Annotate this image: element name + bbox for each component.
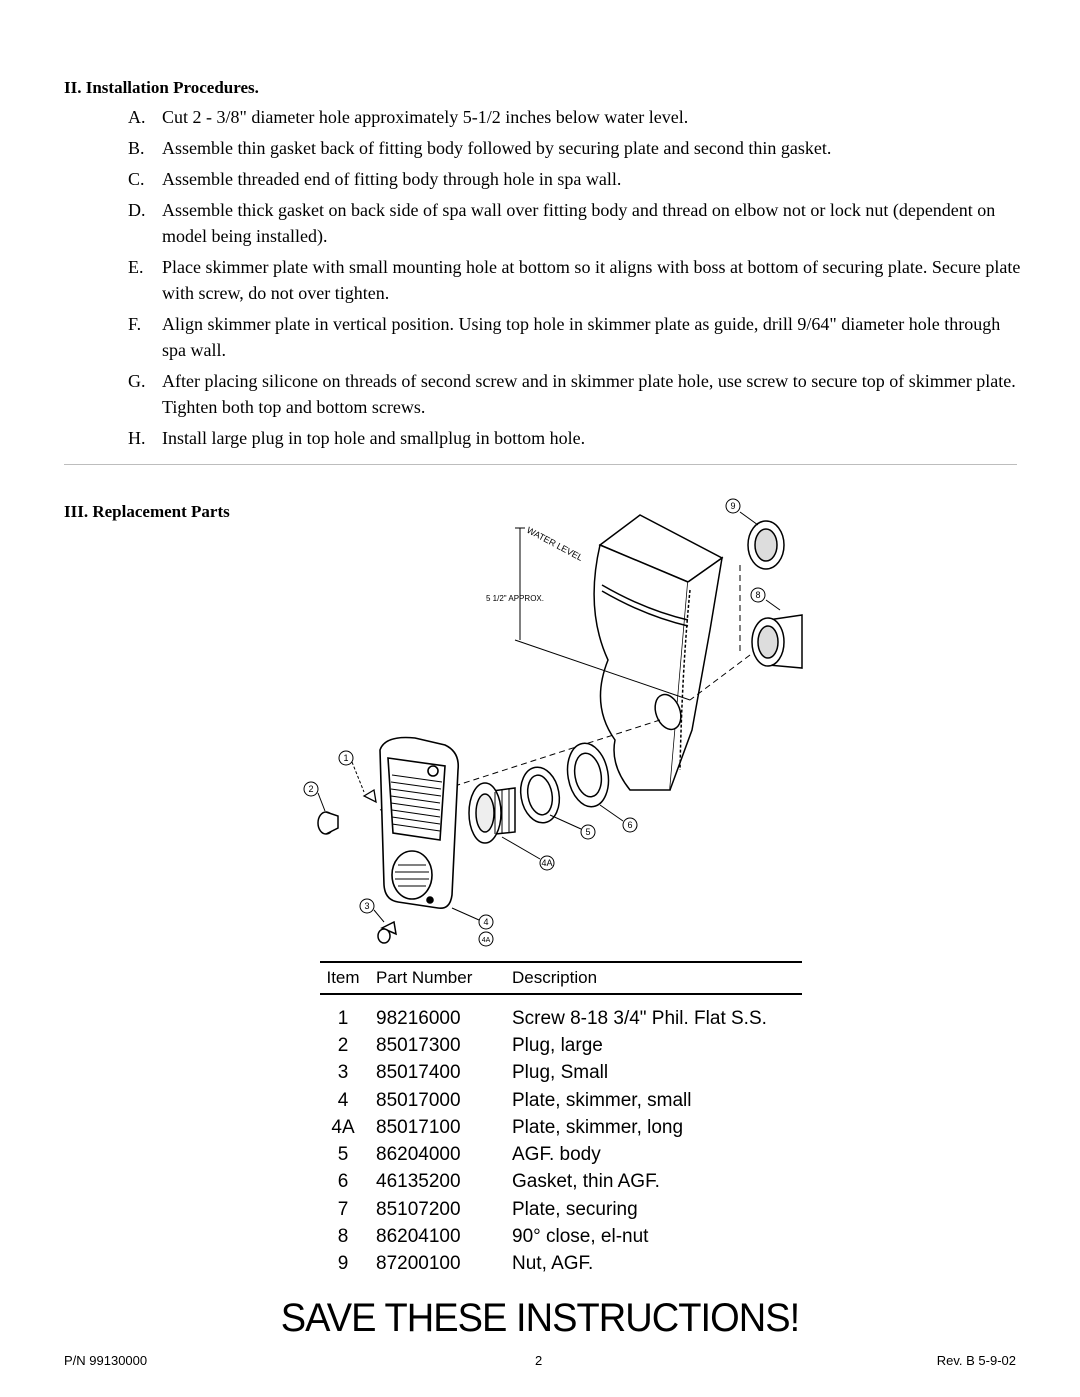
row-description: AGF. body (512, 1144, 601, 1166)
step-c (128, 166, 1028, 192)
row-item: 9 (337, 1253, 349, 1275)
parts-table (320, 961, 802, 1278)
step-letter: D. (128, 200, 146, 220)
row-part-number: 46135200 (376, 1171, 461, 1193)
step-text: Align skimmer plate in vertical position. Using top hole in skimmer plate as guide, drill 9/64" diameter hole through spa wall. (162, 314, 1001, 360)
svg-text:5: 5 (585, 827, 591, 837)
row-item: 4A (331, 1116, 355, 1138)
callout-3 (360, 899, 374, 913)
step-text: Assemble threaded end of fitting body through hole in spa wall. (162, 169, 622, 189)
row-item: 5 (337, 1144, 349, 1166)
step-text: Install large plug in top hole and smallplug in bottom hole. (162, 428, 586, 448)
svg-text:4A: 4A (541, 858, 553, 868)
approx-dimension-label: 5 1/2" APPROX. (486, 594, 544, 603)
step-text: After placing silicone on threads of second screw and in skimmer plate hole, use screw to secure top of skimmer plate. Tighten both top and bottom screws. (162, 371, 1016, 417)
row-item: 3 (337, 1062, 349, 1084)
callout-8 (751, 588, 765, 602)
row-item: 7 (337, 1198, 349, 1220)
row-part-number: 85107200 (376, 1198, 461, 1220)
callout-4a (479, 932, 493, 946)
step-g (128, 368, 1028, 420)
step-a (128, 104, 1028, 130)
step-text: Assemble thin gasket back of fitting body followed by securing plate and second thin gasket. (162, 138, 832, 158)
table-row (320, 1251, 802, 1278)
large-plug (318, 812, 338, 834)
row-item: 2 (337, 1034, 349, 1056)
save-instructions-banner: SAVE THESE INSTRUCTIONS! (280, 1296, 800, 1340)
footer-page-number: 2 (535, 1353, 543, 1368)
header-description: Description (512, 968, 598, 987)
callout-9 (726, 499, 740, 513)
row-part-number: 98216000 (376, 1007, 461, 1029)
step-text: Place skimmer plate with small mounting hole at bottom so it aligns with boss at bottom of securing plate. Secure plate with screw, do not over tighten. (162, 257, 1021, 303)
row-part-number: 86204000 (376, 1144, 461, 1166)
table-row (320, 1060, 802, 1087)
step-letter: E. (128, 257, 144, 277)
svg-text:8: 8 (755, 590, 761, 600)
svg-text:4A: 4A (481, 937, 491, 944)
securing-plate (563, 740, 614, 810)
step-letter: C. (128, 169, 145, 189)
step-letter: A. (128, 107, 146, 127)
skimmer-plate (380, 738, 458, 909)
svg-text:3: 3 (364, 901, 370, 911)
replacement-heading: III. Replacement Parts (64, 502, 230, 521)
row-part-number: 87200100 (376, 1253, 461, 1275)
table-row (320, 1223, 802, 1250)
spa-wall (594, 515, 722, 790)
section-divider (64, 464, 1017, 465)
row-description: Screw 8-18 3/4" Phil. Flat S.S. (512, 1007, 767, 1029)
row-description: Plate, securing (512, 1198, 638, 1220)
row-description: 90° close, el-nut (512, 1226, 649, 1248)
step-d (128, 197, 1028, 249)
small-plug (378, 922, 396, 943)
row-description: Plate, skimmer, small (512, 1089, 692, 1111)
screw (364, 790, 376, 802)
row-item: 4 (337, 1089, 349, 1111)
table-row (320, 1005, 802, 1032)
nut-agf (748, 521, 784, 569)
row-part-number: 85017000 (376, 1089, 461, 1111)
row-description: Gasket, thin AGF. (512, 1171, 660, 1193)
step-letter: B. (128, 138, 145, 158)
installation-steps (128, 104, 1028, 456)
row-part-number: 86204100 (376, 1226, 461, 1248)
parts-table-header (320, 961, 802, 995)
row-item: 6 (337, 1171, 349, 1193)
step-e (128, 254, 1028, 306)
thin-gasket (516, 764, 563, 826)
row-description: Nut, AGF. (512, 1253, 594, 1275)
step-h (128, 425, 1028, 451)
step-letter: F. (128, 314, 142, 334)
elbow-nut (752, 615, 802, 668)
row-part-number: 85017400 (376, 1062, 461, 1084)
callout-6 (581, 825, 595, 839)
fitting-body (469, 783, 515, 843)
step-letter: G. (128, 371, 146, 391)
exploded-parts-diagram (290, 490, 760, 950)
row-item: 1 (337, 1007, 349, 1029)
row-item: 8 (337, 1226, 349, 1248)
row-description: Plug, large (512, 1034, 603, 1056)
table-row (320, 1114, 802, 1141)
step-text: Assemble thick gasket on back side of spa wall over fitting body and thread on elbow not or lock nut (dependent on model being installed). (162, 200, 996, 246)
callout-2 (304, 782, 318, 796)
table-row (320, 1196, 802, 1223)
svg-text:6: 6 (627, 820, 633, 830)
callout-4 (479, 915, 493, 929)
svg-text:2: 2 (308, 784, 314, 794)
step-text: Cut 2 - 3/8" diameter hole approximately 5-1/2 inches below water level. (162, 107, 689, 127)
table-row (320, 1087, 802, 1114)
row-description: Plate, skimmer, long (512, 1116, 684, 1138)
header-part-number: Part Number (376, 968, 473, 987)
step-letter: H. (128, 428, 146, 448)
svg-text:4: 4 (483, 917, 489, 927)
table-row (320, 1032, 802, 1059)
svg-text:1: 1 (343, 753, 349, 763)
footer-revision: Rev. B 5-9-02 (936, 1353, 1016, 1368)
callout-1 (339, 751, 353, 765)
callout-7 (623, 818, 637, 832)
table-row (320, 1169, 802, 1196)
callout-5 (540, 856, 554, 870)
parts-table-body (320, 995, 802, 1278)
step-f (128, 311, 1028, 363)
row-part-number: 85017300 (376, 1034, 461, 1056)
installation-heading: II. Installation Procedures. (64, 78, 259, 97)
svg-text:9: 9 (730, 501, 736, 511)
step-b (128, 135, 1028, 161)
row-part-number: 85017100 (376, 1116, 461, 1138)
water-level-label: WATER LEVEL (525, 524, 585, 563)
table-row (320, 1141, 802, 1168)
header-item: Item (326, 968, 360, 987)
row-description: Plug, Small (512, 1062, 609, 1084)
footer-part-number: P/N 99130000 (64, 1353, 148, 1368)
